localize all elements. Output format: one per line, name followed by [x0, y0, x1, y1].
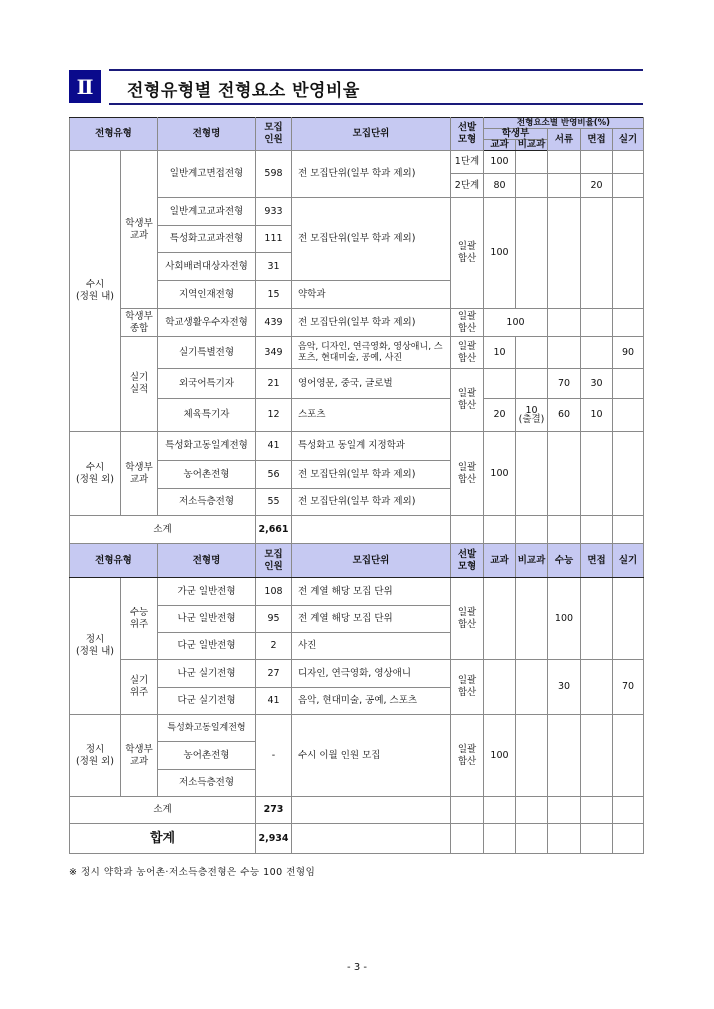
quota-cell: 108 — [256, 578, 292, 606]
subtotal-row — [70, 797, 644, 824]
header-type: 전형유형 — [70, 544, 158, 578]
subject-cell: 10 — [484, 337, 516, 369]
unit-cell: 전 계열 해당 모집 단위 — [292, 606, 451, 633]
unit-cell: 사진 — [292, 633, 451, 660]
table-row — [70, 337, 644, 369]
model-cell: 일괄 합산 — [451, 432, 484, 516]
header-subject: 교과 — [484, 544, 516, 578]
type-cell: 정시 (정원 내) — [70, 578, 121, 715]
table-row — [70, 660, 644, 688]
name-cell: 가군 일반전형 — [158, 578, 256, 606]
name-cell: 일반계고면접전형 — [158, 151, 256, 198]
subject-cell: 100 — [484, 151, 516, 174]
name-cell: 학교생활우수자전형 — [158, 309, 256, 337]
quota-cell: - — [256, 715, 292, 797]
section-title — [69, 69, 643, 107]
quota-cell: 933 — [256, 198, 292, 226]
quota-cell: 349 — [256, 337, 292, 369]
practical-cell: 70 — [613, 660, 644, 715]
header-subject: 교과 — [484, 140, 516, 151]
type-cell: 수시 (정원 내) — [70, 151, 121, 432]
model-cell: 2단계 — [451, 174, 484, 198]
name-cell: 나군 일반전형 — [158, 606, 256, 633]
name-cell: 농어촌전형 — [158, 742, 256, 770]
subtotal-row — [70, 516, 644, 544]
header-type: 전형유형 — [70, 118, 158, 151]
name-cell: 특성화고교과전형 — [158, 226, 256, 253]
subtype-cell: 학생부 교과 — [121, 715, 158, 797]
quota-cell: 2 — [256, 633, 292, 660]
docs-cell: 60 — [548, 399, 581, 432]
subtotal-quota: 273 — [256, 797, 292, 824]
subject-cell: 100 — [484, 715, 516, 797]
header-record: 학생부 — [484, 129, 548, 140]
subtype-cell: 실기 실적 — [121, 337, 158, 432]
quota-cell: 12 — [256, 399, 292, 432]
name-cell: 나군 실기전형 — [158, 660, 256, 688]
name-cell: 저소득층전형 — [158, 489, 256, 516]
model-cell: 일괄 합산 — [451, 198, 484, 309]
quota-cell: 95 — [256, 606, 292, 633]
subtype-cell: 학생부 교과 — [121, 151, 158, 309]
header-interview: 면접 — [581, 544, 613, 578]
interview-cell: 30 — [581, 369, 613, 399]
name-cell: 외국어특기자 — [158, 369, 256, 399]
practical-cell: 90 — [613, 337, 644, 369]
unit-cell: 디자인, 연극영화, 영상애니 — [292, 660, 451, 688]
subtype-cell: 학생부 종합 — [121, 309, 158, 337]
interview-cell: 10 — [581, 399, 613, 432]
unit-cell: 영어영문, 중국, 글로벌 — [292, 369, 451, 399]
unit-cell: 전 모집단위(일부 학과 제외) — [292, 309, 451, 337]
record-cell: 100 — [484, 309, 548, 337]
model-cell: 일괄 합산 — [451, 337, 484, 369]
unit-cell: 음악, 디자인, 연극영화, 영상애니, 스포츠, 현대미술, 공예, 사진 — [292, 337, 451, 369]
header-ratio: 전형요소별 반영비율(%) — [484, 118, 644, 129]
quota-cell: 21 — [256, 369, 292, 399]
section-numeral: Ⅱ — [69, 70, 101, 103]
subtotal-label: 소계 — [70, 516, 256, 544]
name-cell: 체육특기자 — [158, 399, 256, 432]
quota-cell: 41 — [256, 432, 292, 461]
subtype-cell: 수능 위주 — [121, 578, 158, 660]
subject-cell: 20 — [484, 399, 516, 432]
interview-cell: 20 — [581, 174, 613, 198]
header-unit: 모집단위 — [292, 544, 451, 578]
header-row — [70, 544, 644, 578]
header-interview: 면접 — [581, 129, 613, 151]
name-cell: 실기특별전형 — [158, 337, 256, 369]
name-cell: 특성화고동일계전형 — [158, 432, 256, 461]
unit-cell: 스포츠 — [292, 399, 451, 432]
section-heading: 전형유형별 전형요소 반영비율 — [127, 81, 360, 101]
subtotal-quota: 2,661 — [256, 516, 292, 544]
type-cell: 수시 (정원 외) — [70, 432, 121, 516]
table-row — [70, 715, 644, 742]
quota-cell: 15 — [256, 281, 292, 309]
footnote: ※ 정시 약학과 농어촌·저소득층전형은 수능 100 전형임 — [69, 867, 316, 878]
unit-cell: 음악, 현대미술, 공예, 스포츠 — [292, 688, 451, 715]
unit-cell: 전 모집단위(일부 학과 제외) — [292, 151, 451, 198]
quota-cell: 111 — [256, 226, 292, 253]
nonsubject-cell: 10 (출결) — [516, 399, 548, 432]
header-nonsubject: 비교과 — [516, 140, 548, 151]
model-cell: 일괄 합산 — [451, 660, 484, 715]
subtotal-label: 소계 — [70, 797, 256, 824]
total-label: 합계 — [70, 824, 256, 854]
unit-cell: 전 모집단위(일부 학과 제외) — [292, 198, 451, 281]
table-row — [70, 432, 644, 461]
header-docs: 서류 — [548, 129, 581, 151]
page-number: - 3 - — [347, 962, 367, 973]
model-cell: 일괄 합산 — [451, 715, 484, 797]
subtype-cell: 실기 위주 — [121, 660, 158, 715]
header-name: 전형명 — [158, 544, 256, 578]
quota-cell: 55 — [256, 489, 292, 516]
name-cell: 지역인재전형 — [158, 281, 256, 309]
table-row — [70, 578, 644, 606]
table-row — [70, 309, 644, 337]
name-cell: 다군 실기전형 — [158, 688, 256, 715]
model-cell: 일괄 합산 — [451, 369, 484, 432]
subtype-cell: 학생부 교과 — [121, 432, 158, 516]
name-cell: 농어촌전형 — [158, 461, 256, 489]
unit-cell: 약학과 — [292, 281, 451, 309]
quota-cell: 31 — [256, 253, 292, 281]
csat-cell: 30 — [548, 660, 581, 715]
total-quota: 2,934 — [256, 824, 292, 854]
unit-cell: 전 모집단위(일부 학과 제외) — [292, 461, 451, 489]
name-cell: 사회배려대상자전형 — [158, 253, 256, 281]
header-csat: 수능 — [548, 544, 581, 578]
quota-cell: 56 — [256, 461, 292, 489]
model-cell: 일괄 합산 — [451, 309, 484, 337]
total-row — [70, 824, 644, 854]
header-row — [70, 118, 644, 129]
unit-cell: 특성화고 동일계 지정학과 — [292, 432, 451, 461]
name-cell: 특성화고동일계전형 — [158, 715, 256, 742]
table-row — [70, 151, 644, 174]
unit-cell: 전 모집단위(일부 학과 제외) — [292, 489, 451, 516]
name-cell: 저소득층전형 — [158, 770, 256, 797]
name-cell: 일반계고교과전형 — [158, 198, 256, 226]
header-model: 선발 모형 — [451, 118, 484, 151]
header-practical: 실기 — [613, 129, 644, 151]
header-quota: 모집 인원 — [256, 544, 292, 578]
subject-cell: 100 — [484, 432, 516, 516]
quota-cell: 41 — [256, 688, 292, 715]
name-cell: 다군 일반전형 — [158, 633, 256, 660]
subject-cell: 80 — [484, 174, 516, 198]
quota-cell: 27 — [256, 660, 292, 688]
subject-cell: 100 — [484, 198, 516, 309]
model-cell: 일괄 합산 — [451, 578, 484, 660]
quota-cell: 598 — [256, 151, 292, 198]
header-nonsubject: 비교과 — [516, 544, 548, 578]
title-rule-bottom — [109, 103, 643, 105]
unit-cell: 수시 이월 인원 모집 — [292, 715, 451, 797]
type-cell: 정시 (정원 외) — [70, 715, 121, 797]
unit-cell: 전 계열 해당 모집 단위 — [292, 578, 451, 606]
header-model: 선발 모형 — [451, 544, 484, 578]
title-rule-top — [109, 69, 643, 71]
header-quota: 모집 인원 — [256, 118, 292, 151]
header-unit: 모집단위 — [292, 118, 451, 151]
header-name: 전형명 — [158, 118, 256, 151]
csat-cell: 100 — [548, 578, 581, 660]
model-cell: 1단계 — [451, 151, 484, 174]
header-practical: 실기 — [613, 544, 644, 578]
docs-cell: 70 — [548, 369, 581, 399]
admission-ratio-table — [69, 117, 644, 854]
quota-cell: 439 — [256, 309, 292, 337]
